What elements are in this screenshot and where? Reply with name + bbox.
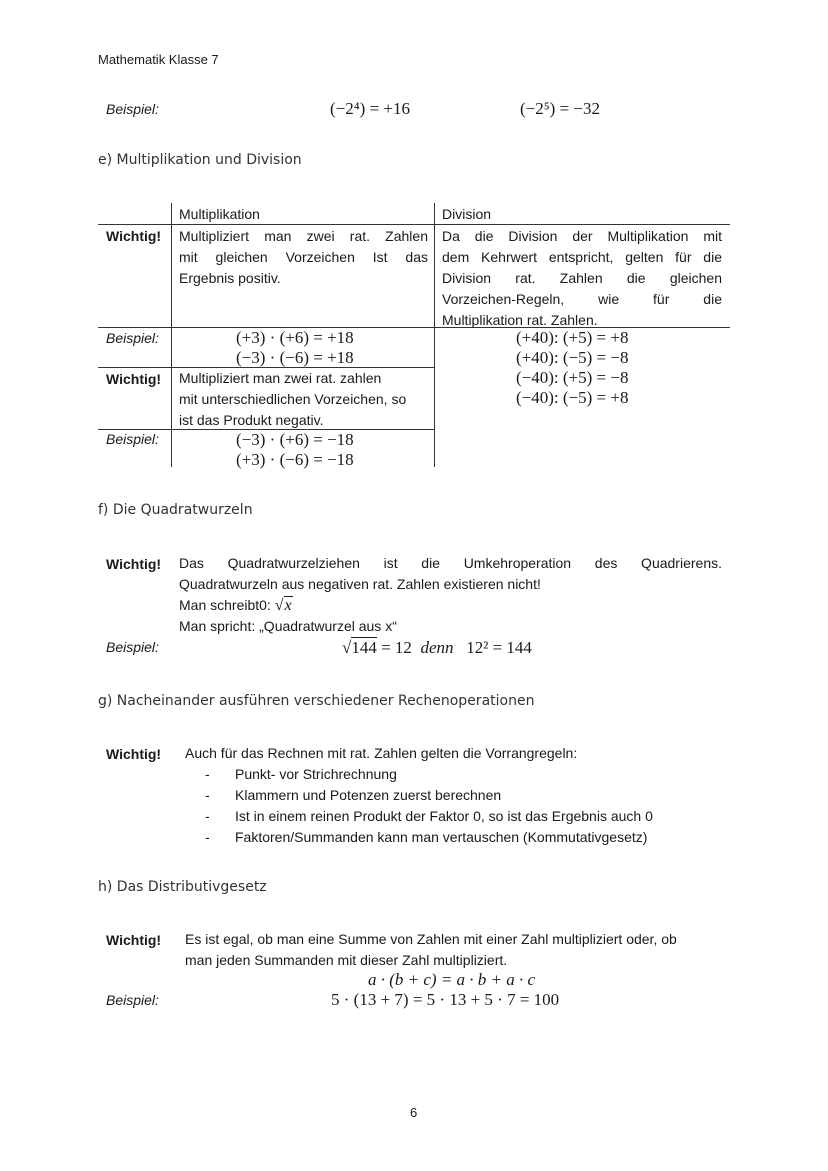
- multiplication-rule-same-sign: Multipliziert man zwei rat. Zahlen mit gleichen Vorzeichen Ist das Ergebnis positiv.: [179, 228, 428, 286]
- distributive-rule: Es ist egal, ob man eine Summe von Zahlen mit einer Zahl multipliziert oder, ob man jeden Summanden mit dieser Zahl multipliziert.: [185, 931, 677, 968]
- column-header-multiplication: Multiplikation: [179, 206, 260, 222]
- multiplication-examples-negative: (−3) · (+6) = −18 (+3) · (−6) = −18: [236, 430, 354, 469]
- section-heading-h: h) Das Distributivgesetz: [98, 879, 267, 895]
- distributive-formula: a · (b + c) = a · b + a · c: [368, 970, 536, 989]
- wichtig-label: Wichtig!: [106, 932, 162, 948]
- section-heading-e: e) Multiplikation und Division: [98, 152, 302, 168]
- column-header-division: Division: [442, 206, 492, 222]
- list-item: - Klammern und Potenzen zuerst berechnen: [205, 787, 502, 803]
- multiplication-examples-positive: (+3) · (+6) = +18 (−3) · (−6) = +18: [236, 328, 354, 367]
- multiplication-rule-different-sign: Multipliziert man zwei rat. zahlen mit unterschiedlichen Vorzeichen, so ist das Produkt negativ.: [179, 370, 407, 428]
- example-label: Beispiel:: [106, 101, 159, 117]
- example-label: Beispiel:: [106, 639, 159, 655]
- precedence-intro: Auch für das Rechnen mit rat. Zahlen gelten die Vorrangregeln:: [185, 745, 578, 761]
- wichtig-label: Wichtig!: [106, 556, 162, 572]
- list-item: - Punkt- vor Strichrechnung: [205, 766, 397, 782]
- example-equation-1: (−2⁴) = +16: [330, 99, 411, 118]
- example-label: Beispiel:: [106, 992, 159, 1008]
- square-root-rules: Das Quadratwurzelziehen ist die Umkehroperation des Quadrierens. Quadratwurzeln aus negativen rat. Zahlen existieren nicht! Man schreibt0: √x Man spricht: „Quadratwurzel aus x“: [179, 555, 722, 634]
- example-label: Beispiel:: [106, 330, 159, 346]
- page-number: 6: [410, 1105, 418, 1120]
- wichtig-label: Wichtig!: [106, 228, 162, 244]
- division-examples: (+40): (+5) = +8 (+40): (−5) = −8 (−40): (+5) = −8 (−40): (−5) = +8: [516, 328, 629, 407]
- precedence-rules-list: [205, 764, 653, 848]
- division-rule: Da die Division der Multiplikation mit dem Kehrwert entspricht, gelten für die Division rat. Zahlen die gleichen Vorzeichen-Regeln, wie für die Multiplikation rat. Zahlen.: [442, 228, 722, 328]
- section-heading-g: g) Nacheinander ausführen verschiedener Rechenoperationen: [98, 693, 535, 709]
- distributive-example: 5 · (13 + 7) = 5 · 13 + 5 · 7 = 100: [331, 990, 560, 1009]
- list-item: - Faktoren/Summanden kann man vertauschen (Kommutativgesetz): [205, 829, 648, 845]
- wichtig-label: Wichtig!: [106, 371, 162, 387]
- section-heading-f: f) Die Quadratwurzeln: [98, 502, 253, 518]
- example-label: Beispiel:: [106, 431, 159, 447]
- list-item: - Ist in einem reinen Produkt der Faktor 0, so ist das Ergebnis auch 0: [205, 808, 653, 824]
- page-header: Mathematik Klasse 7: [98, 52, 219, 67]
- wichtig-label: Wichtig!: [106, 746, 162, 762]
- square-root-example: √144 = 12 denn 12² = 144: [342, 638, 532, 657]
- example-equation-2: (−2⁵) = −32: [520, 99, 601, 118]
